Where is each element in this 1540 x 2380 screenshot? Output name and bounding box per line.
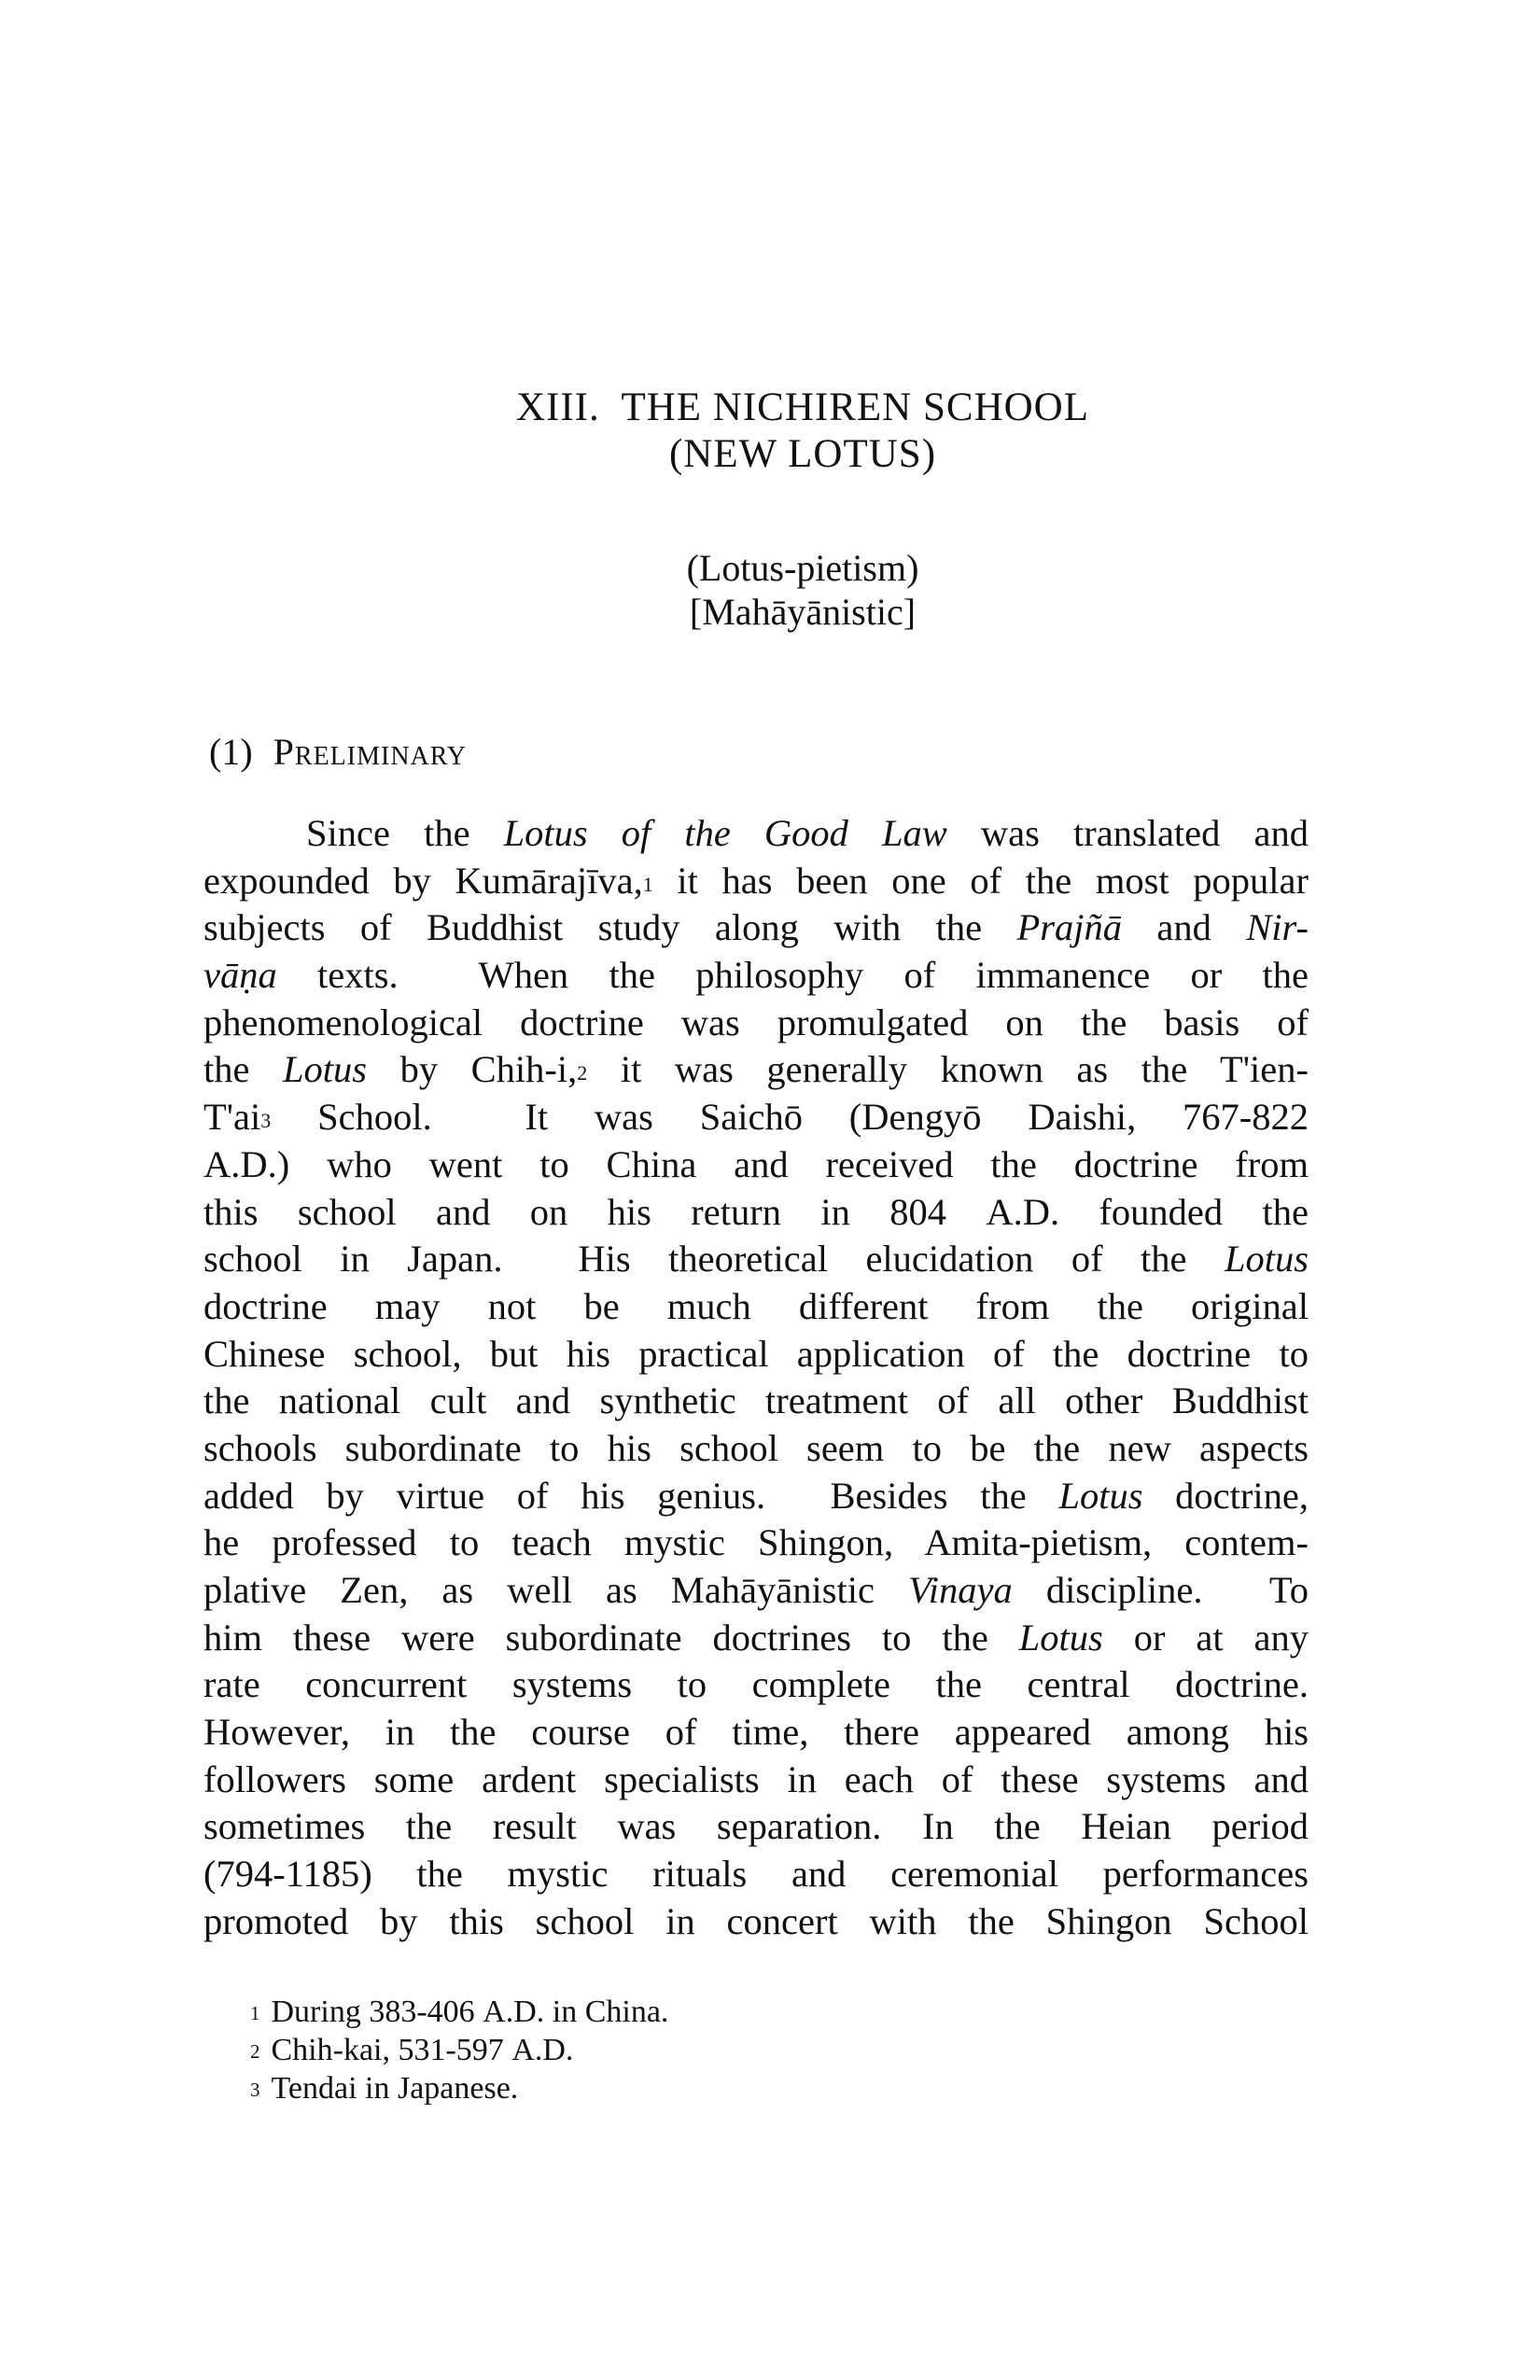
chapter-subtitle: [523, 546, 1083, 634]
text-line: [203, 904, 1309, 952]
text-run: was translated and: [946, 812, 1309, 854]
text-run: and: [1122, 906, 1247, 949]
text-line: phenomenological doctrine was promulgated on the basis of: [203, 1001, 1309, 1043]
text-run: school in Japan. His theoretical elucidation of the: [203, 1238, 1225, 1281]
footnote-text: Chih-kai, 531-597: [271, 2033, 512, 2067]
footnote: [250, 2031, 668, 2069]
footnote-ref: 3: [260, 1109, 272, 1133]
subtitle-line-1: (Lotus-pietism): [686, 547, 919, 589]
text-run: T'ai: [203, 1096, 261, 1139]
footnote-text: During 383-406: [271, 1995, 483, 2029]
text-line: he professed to teach mystic Shingon, Amita-pietism, contem-: [203, 1521, 1309, 1564]
section-title: Preliminary: [273, 731, 468, 773]
footnote-text: Tendai in Japanese.: [271, 2071, 519, 2106]
text-run: expounded by Kumārajīva,: [203, 859, 643, 902]
text-run: subjects of Buddhist study along with the: [203, 906, 1017, 949]
text-line: promoted by this school in concert with the Shingon School: [203, 1899, 1309, 1942]
footnote-mark: 1: [250, 2002, 260, 2024]
italic-title: Vinaya: [908, 1569, 1013, 1611]
text-line: However, in the course of time, there appeared among his: [203, 1711, 1309, 1754]
text-run: by Chih-i,: [367, 1048, 578, 1091]
footnote-text: in China.: [544, 1995, 669, 2029]
text-run: it was generally known as the T'ien-: [587, 1048, 1309, 1091]
text-line: Chinese school, but his practical application of the doctrine to: [203, 1332, 1309, 1375]
text-line: [203, 858, 1309, 905]
text-run: this school and on his return in 804: [203, 1190, 987, 1233]
text-line: [203, 952, 1309, 1000]
text-line: [203, 1473, 1309, 1520]
text-line: [203, 1567, 1309, 1615]
italic-title: Lotus of the Good Law: [503, 812, 947, 854]
text-run: him these were subordinate doctrines to the: [203, 1616, 1019, 1659]
footnotes: [250, 1993, 668, 2107]
era-abbrev: A.D.: [511, 2033, 574, 2067]
era-abbrev: A.D.: [483, 1995, 545, 2029]
text-line: [203, 1094, 1309, 1141]
text-line: the national cult and synthetic treatment of all other Buddhist: [203, 1379, 1309, 1422]
era-abbrev: A.D.: [986, 1190, 1060, 1233]
text-line: [203, 1141, 1309, 1189]
text-run: doctrine,: [1142, 1474, 1309, 1517]
text-run: or at any: [1102, 1616, 1309, 1659]
footnote-ref: 2: [577, 1061, 588, 1085]
era-abbrev: A.D.: [203, 1142, 277, 1185]
italic-title: vāṇa: [203, 954, 277, 997]
italic-title: Nir-: [1246, 906, 1309, 949]
chapter-title-line-2: (NEW LOTUS): [668, 432, 937, 476]
text-run: ) who went to China and received the doctrine from: [276, 1142, 1309, 1185]
text-line: schools subordinate to his school seem to be the new aspects: [203, 1426, 1309, 1469]
footnote-ref: 1: [642, 872, 653, 896]
text-line: doctrine may not be much different from the original: [203, 1284, 1309, 1327]
text-line: [203, 810, 1309, 858]
text-run: texts. When the philosophy of immanence or the: [276, 954, 1309, 997]
italic-title: Lotus: [1058, 1474, 1143, 1517]
footnote: [250, 2069, 668, 2107]
italic-title: Lotus: [283, 1048, 368, 1091]
text-line: [203, 1615, 1309, 1662]
section-number: (1): [209, 731, 253, 773]
italic-title: Prajñā: [1016, 906, 1123, 949]
text-line: rate concurrent systems to complete the central doctrine.: [203, 1663, 1309, 1706]
text-line: [203, 1236, 1309, 1283]
text-run: Since the: [306, 812, 504, 854]
chapter-title-line-1: XIII. THE NICHIREN SCHOOL: [515, 385, 1090, 429]
italic-title: Lotus: [1018, 1616, 1103, 1659]
subtitle-line-2: [Mahāyānistic]: [689, 591, 917, 633]
text-line: followers some ardent specialists in each of these systems and: [203, 1757, 1309, 1800]
text-run: added by virtue of his genius. Besides the: [203, 1474, 1059, 1517]
footnote-mark: 2: [250, 2040, 260, 2063]
body-paragraph: [203, 810, 1309, 1946]
text-line: (794-1185) the mystic rituals and ceremonial performances: [203, 1853, 1309, 1896]
text-run: plative Zen, as well as Mahāyānistic: [203, 1569, 909, 1611]
chapter-title: [448, 385, 1157, 478]
text-run: School. It was Saichō (Dengyō Daishi, 767-822: [271, 1096, 1309, 1139]
section-heading: [209, 730, 467, 775]
text-line: [203, 1046, 1309, 1094]
text-run: it has been one of the most popular: [652, 859, 1309, 902]
text-run: discipline. To: [1012, 1569, 1309, 1611]
text-run: the: [203, 1048, 284, 1091]
footnote: [250, 1993, 668, 2031]
text-run: founded the: [1059, 1190, 1309, 1233]
text-line: sometimes the result was separation. In the Heian period: [203, 1805, 1309, 1848]
text-line: [203, 1189, 1309, 1237]
italic-title: Lotus: [1224, 1238, 1309, 1281]
footnote-mark: 3: [250, 2079, 260, 2101]
